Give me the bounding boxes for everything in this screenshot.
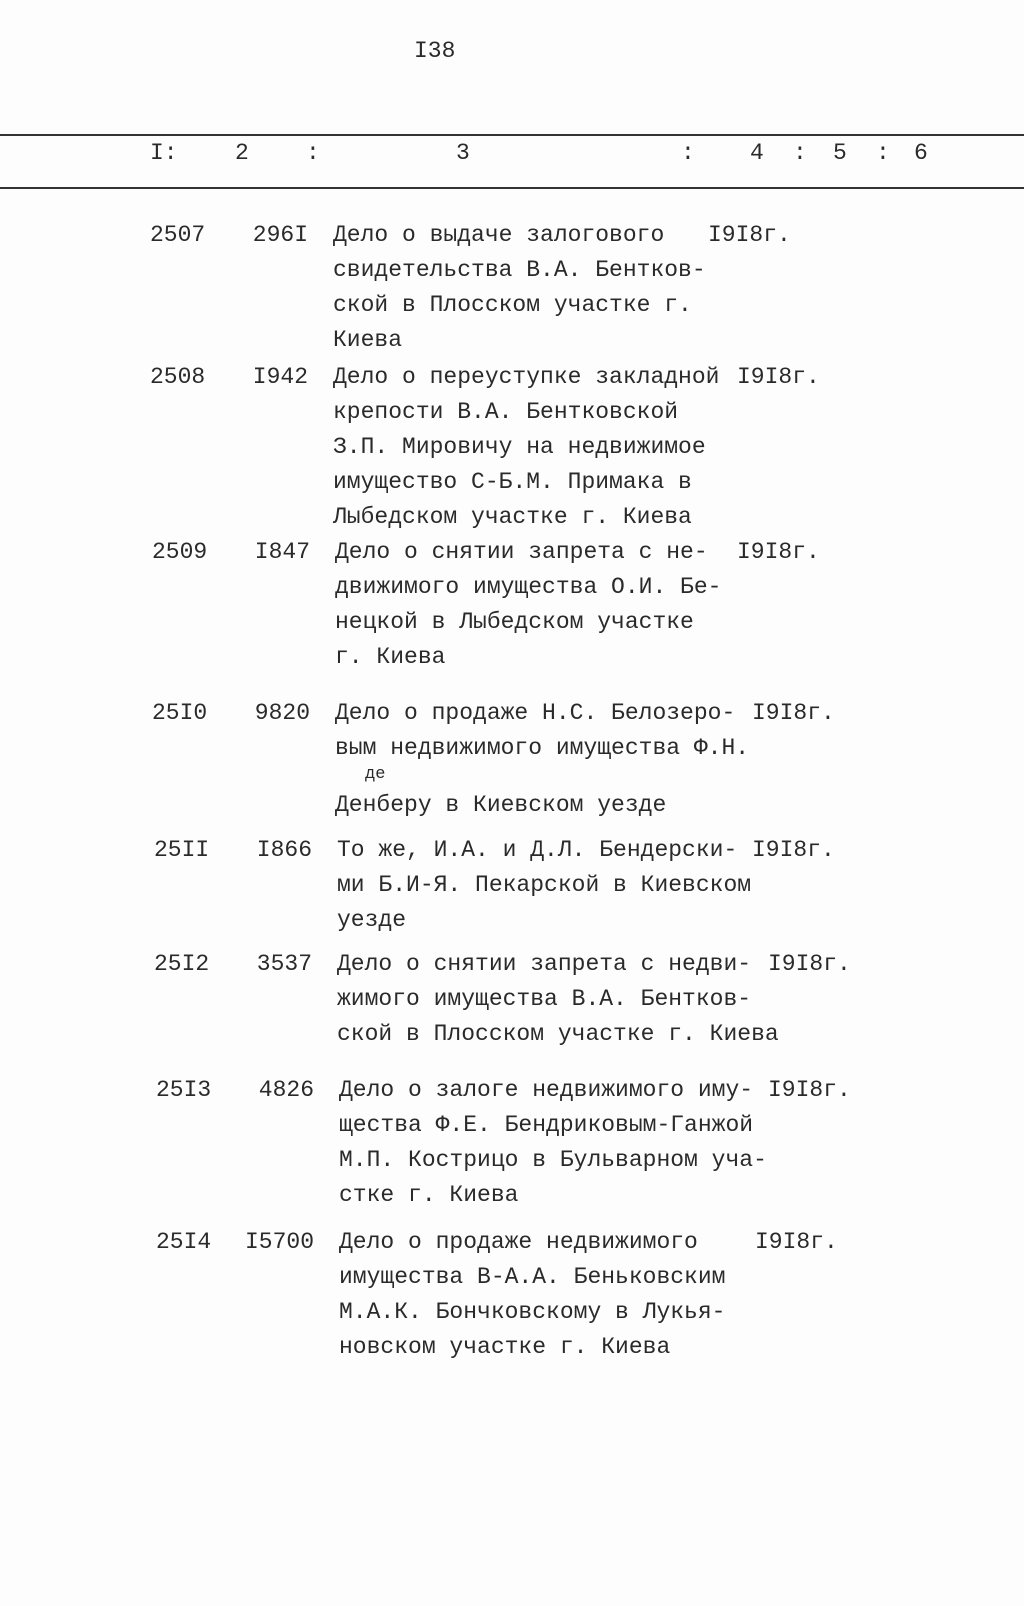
entry-description [339,1225,725,1365]
entry-year: I9I8г. [752,700,835,726]
description-line: г. Киева [335,644,446,670]
column-header: 4 [750,140,764,166]
entry-description [333,218,706,358]
entry-description [333,360,719,535]
entry-description [339,1073,767,1213]
description-line: щества Ф.Е. Бендриковым-Ганжой [339,1112,754,1138]
entry-year: I9I8г. [768,1077,851,1103]
description-line: ми Б.И-Я. Пекарской в Киевском [337,872,752,898]
entry-year: I9I8г. [752,837,835,863]
entry-description [335,535,721,675]
entry-number: 25I2 [154,951,210,977]
description-line: То же, И.А. и Д.Л. Бендерски- [337,837,738,863]
column-header: 2 [235,140,249,166]
column-header: 5 [833,140,847,166]
column-separator: : [306,140,320,166]
original-number: I942 [252,364,308,390]
description-line: новском участке г. Киева [339,1334,671,1360]
column-separator: : [681,140,695,166]
header-top-rule [0,134,1024,136]
description-line: крепости В.А. Бентковской [333,399,679,425]
entry-description [335,696,749,823]
description-line: Дело о продаже Н.С. Белозеро- [335,700,736,726]
description-line: имущества В-А.А. Беньковским [339,1264,726,1290]
entry-description [337,833,751,938]
description-line: нецкой в Лыбедском участке [335,609,694,635]
handwritten-correction: де [365,765,386,784]
entry-number: 25I3 [156,1077,212,1103]
entry-number: 25I4 [156,1229,212,1255]
entry-number: 2508 [150,364,206,390]
entry-year: I9I8г. [755,1229,838,1255]
description-line: Дело о снятии запрета с не- [335,539,708,565]
original-number: 9820 [254,700,310,726]
description-line: М.П. Кострицо в Бульварном уча- [339,1147,767,1173]
description-line: Дело о снятии запрета с недви- [337,951,752,977]
entry-year: I9I8г. [708,222,791,248]
page-number: I38 [414,38,456,64]
column-separator: : [876,140,890,166]
original-number: 3537 [256,951,312,977]
column-header: 6 [914,140,928,166]
entry-year: I9I8г. [768,951,851,977]
original-number: 4826 [258,1077,314,1103]
description-line: Лыбедском участке г. Киева [333,504,692,530]
entry-number: 25I0 [152,700,208,726]
description-line: З.П. Мировичу на недвижимое [333,434,706,460]
description-line: Дело о переуступке закладной [333,364,720,390]
description-line: вым недвижимого имущества Ф.Н. [335,735,750,761]
header-bottom-rule [0,187,1024,189]
original-number: I5700 [244,1229,314,1255]
column-header: I: [150,140,178,166]
entry-year: I9I8г. [737,539,820,565]
description-line: ской в Плосском участке г. [333,292,692,318]
description-line: Дело о залоге недвижимого иму- [339,1077,754,1103]
entry-number: 2507 [150,222,206,248]
entry-year: I9I8г. [737,364,820,390]
description-line: стке г. Киева [339,1182,519,1208]
description-line: Дело о выдаче залогового [333,222,665,248]
column-header: 3 [456,140,470,166]
column-separator: : [793,140,807,166]
original-number: 296I [252,222,308,248]
description-line: жимого имущества В.А. Бентков- [337,986,752,1012]
description-line: Дело о продаже недвижимого [339,1229,698,1255]
description-line: ской в Плосском участке г. Киева [337,1021,779,1047]
description-line: свидетельства В.А. Бентков- [333,257,706,283]
entry-description [337,947,779,1052]
entry-number: 25II [154,837,210,863]
description-line: М.А.К. Бончковскому в Лукья- [339,1299,726,1325]
original-number: I866 [256,837,312,863]
description-line: Киева [333,327,403,353]
description-line: имущество С-Б.М. Примака в [333,469,692,495]
description-line: движимого имущества О.И. Бе- [335,574,722,600]
description-line: уезде [337,907,407,933]
original-number: I847 [254,539,310,565]
description-line: Денберу в Киевском уезде [335,792,667,818]
entry-number: 2509 [152,539,208,565]
